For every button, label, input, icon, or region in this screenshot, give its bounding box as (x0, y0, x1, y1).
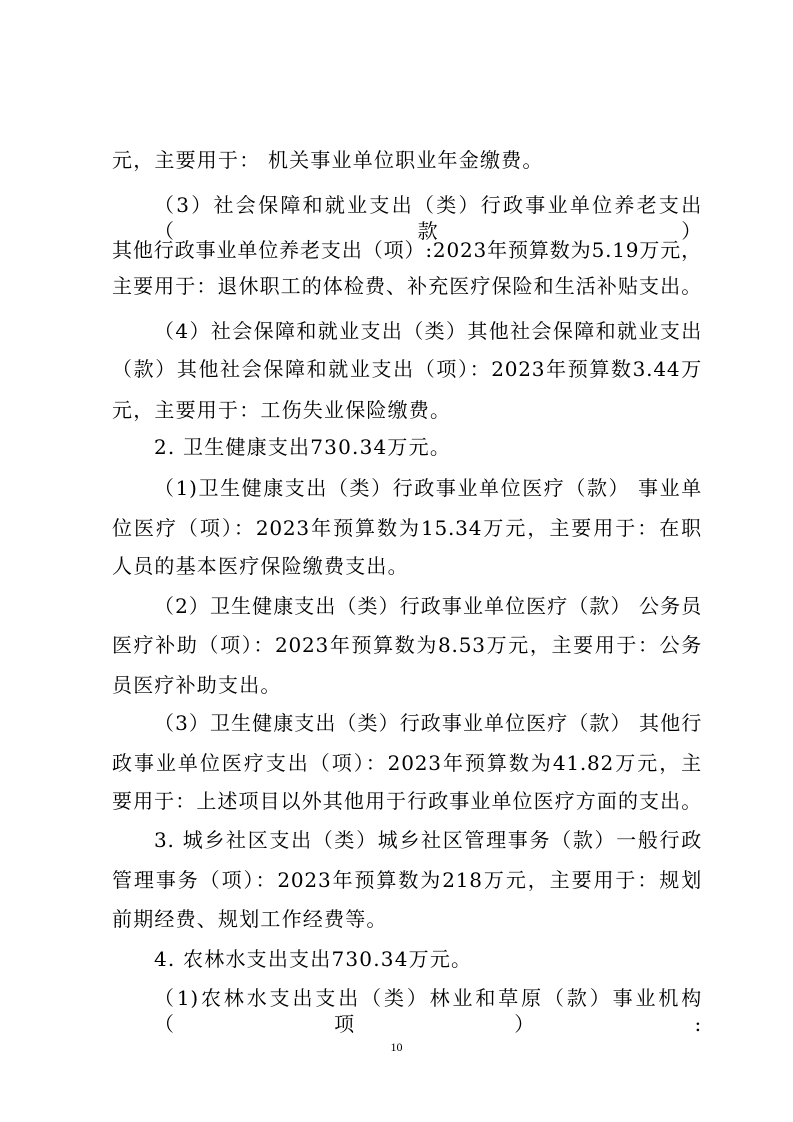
text-line: 管理事务（项）：2023年预算数为218万元，主要用于：规划 (112, 868, 702, 892)
text-line: 前期经费、规划工作经费等。 (112, 907, 388, 931)
text-line: 位医疗（项）：2023年预算数为15.34万元，主要用于：在职 (112, 516, 702, 540)
text-line: （3）社会保障和就业支出（类）行政事业单位养老支出（款） (154, 193, 702, 243)
text-line: （3）卫生健康支出（类）行政事业单位医疗（款） 其他行 (154, 711, 702, 735)
text-line: （款）其他社会保障和就业支出（项）：2023年预算数3.44万 (112, 357, 702, 381)
text-line: （1)农林水支出支出（类）林业和草原（款）事业机构（项）: (154, 986, 702, 1036)
page-number: 10 (390, 1040, 403, 1054)
text-line: 政事业单位医疗支出（项）：2023年预算数为41.82万元，主 (112, 751, 702, 775)
text-line: 要用于：上述项目以外其他用于行政事业单位医疗方面的支出。 (112, 789, 702, 813)
text-line: 2. 卫生健康支出730.34万元。 (154, 435, 452, 459)
text-line: 4. 农林水支出支出730.34万元。 (154, 947, 473, 971)
text-line: 医疗补助（项）：2023年预算数为8.53万元，主要用于：公务 (112, 633, 702, 657)
text-line: 主要用于：退休职工的体检费、补充医疗保险和生活补贴支出。 (112, 274, 702, 298)
text-line: 员医疗补助支出。 (112, 673, 282, 697)
text-line: 其他行政事业单位养老支出（项）:2023年预算数为5.19万元， (112, 238, 702, 262)
text-line: （1)卫生健康支出（类）行政事业单位医疗（款） 事业单 (154, 476, 702, 500)
text-line: 人员的基本医疗保险缴费支出。 (112, 554, 409, 578)
text-line: （2）卫生健康支出（类）行政事业单位医疗（款） 公务员 (154, 594, 702, 618)
text-line: 3. 城乡社区支出（类）城乡社区管理事务（款）一般行政 (154, 828, 702, 852)
text-line: （4）社会保障和就业支出（类）其他社会保障和就业支出 (154, 319, 702, 343)
text-line: 元，主要用于：工伤失业保险缴费。 (112, 398, 452, 422)
text-line: 元，主要用于： 机关事业单位职业年金缴费。 (112, 148, 544, 172)
